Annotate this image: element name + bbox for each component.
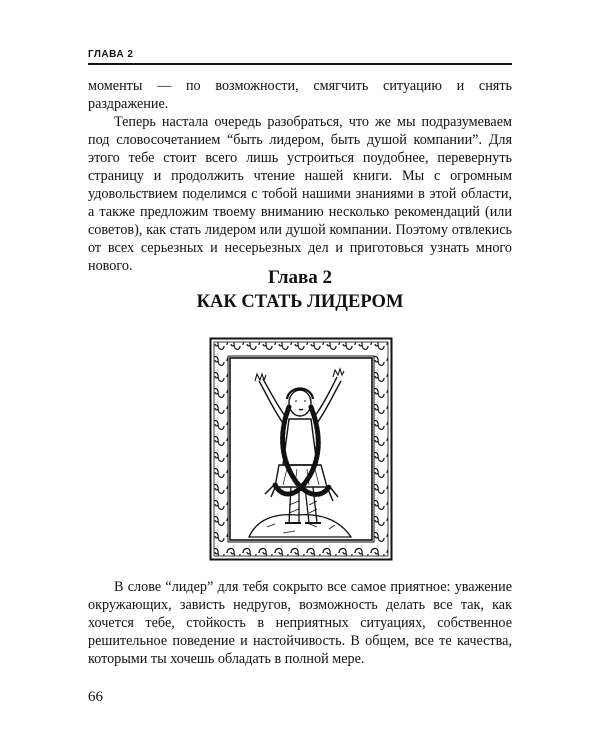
text-block-top [88,77,512,275]
text-block-bottom [88,578,512,668]
chapter-illustration [209,337,393,561]
paragraph-leader-meaning: В слове “лидер” для тебя сокрыто все самое приятное: уважение окружающих, зависть недругов, возможность делать все так, как хочется тебе, стойкость в неприятных ситуациях, собственное решительное поведение и настойчивость. В общем, все те качества, которыми ты хочешь обладать в полной мере. [88,579,512,667]
chapter-heading [88,266,512,314]
chapter-number: Глава 2 [267,267,333,288]
paragraph-continuation: моменты — по возможности, смягчить ситуацию и снять раздражение. [88,78,512,112]
page-number: 66 [88,689,103,705]
header-rule [88,63,512,65]
chapter-title: КАК СТАТЬ ЛИДЕРОМ [196,292,404,312]
paragraph-intro: Теперь настала очередь разобраться, что же мы подразумеваем под словосочетанием “быть лидером, быть душой компании”. Для этого тебе стоит всего лишь устроиться поудобнее, перевернуть страницу и продолжить чтение нашей книги. Мы с огромным удовольствием поделимся с тобой нашими знаниями в этой области, а также предложим твоему вниманию несколько рекомендаций (или советов), как стать лидером или душой компании. Поэтому отвлекись от всех серьезных и несерьезных дел и приготовься узнать много нового. [88,114,512,274]
running-header [88,49,512,61]
girl-illustration-image [209,337,393,561]
running-title: ГЛАВА 2 [88,49,134,60]
